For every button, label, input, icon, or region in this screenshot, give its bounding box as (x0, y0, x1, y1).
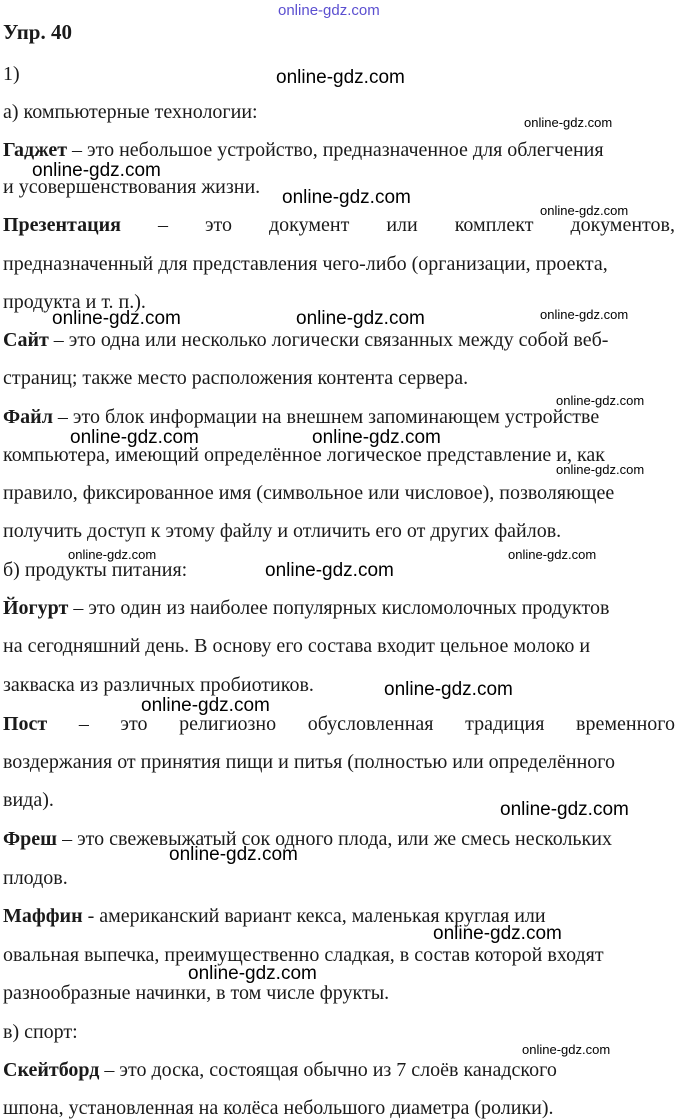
definition-fresh: Фреш – это свежевыжатый сок одного плода, или же смесь нескольких (3, 828, 612, 850)
watermark: online-gdz.com (508, 547, 597, 562)
definition-presentation-cont: продукта и т. п.). (3, 291, 146, 313)
watermark: online-gdz.com (556, 462, 645, 477)
watermark: online-gdz.com (52, 308, 181, 329)
definition-gadget: Гаджет – это небольшое устройство, предназначенное для облегчения (3, 139, 604, 161)
definition-gadget-cont: и усовершенствования жизни. (3, 176, 261, 198)
definition-muffin-cont: овальная выпечка, преимущественно сладкая, в состав которой входят (3, 944, 604, 966)
watermark: online-gdz.com (141, 695, 270, 716)
definition-muffin: Маффин - американский вариант кекса, маленькая круглая или (3, 905, 546, 927)
watermark: online-gdz.com (296, 308, 425, 329)
definition-fast-cont: воздержания от принятия пищи и питья (полностью или определённого (3, 751, 615, 773)
definition-fast: Пост – это религиозно обусловленная традиция временного (3, 713, 675, 735)
watermark: online-gdz.com (312, 427, 441, 448)
watermark: online-gdz.com (540, 203, 629, 218)
definition-fresh-cont: плодов. (3, 867, 68, 889)
section-heading-sport: в) спорт: (3, 1021, 78, 1043)
definition-fast-cont: вида). (3, 789, 54, 811)
watermark: online-gdz.com (278, 2, 380, 19)
definition-yogurt-cont: на сегодняшний день. В основу его состава входит цельное молоко и (3, 635, 591, 657)
definition-file-cont: получить доступ к этому файлу и отличить его от других файлов. (3, 520, 562, 542)
term-fresh: Фреш (3, 828, 58, 850)
definition-skateboard-cont: шпона, установленная на колёса небольшого диаметра (ролики). (3, 1097, 554, 1119)
watermark: online-gdz.com (68, 547, 157, 562)
watermark: online-gdz.com (70, 427, 199, 448)
definition-file-cont: правило, фиксированное имя (символьное или числовое), позволяющее (3, 482, 615, 504)
section-heading-food: б) продукты питания: (3, 559, 188, 581)
watermark: online-gdz.com (265, 560, 394, 581)
term-file: Файл (3, 406, 53, 428)
watermark: online-gdz.com (540, 307, 629, 322)
watermark: online-gdz.com (500, 799, 629, 820)
watermark: online-gdz.com (522, 1042, 611, 1057)
term-yogurt: Йогурт (3, 597, 69, 619)
term-site: Сайт (3, 329, 49, 351)
watermark: online-gdz.com (282, 187, 411, 208)
definition-presentation-cont: предназначенный для представления чего-либо (организации, проекта, (3, 253, 608, 275)
term-gadget: Гаджет (3, 139, 68, 161)
definition-yogurt-cont: закваска из различных пробиотиков. (3, 674, 314, 696)
watermark: online-gdz.com (433, 923, 562, 944)
watermark: online-gdz.com (524, 115, 613, 130)
definition-yogurt: Йогурт – это один из наиболее популярных кисломолочных продуктов (3, 597, 610, 619)
term-skateboard: Скейтборд (3, 1059, 100, 1081)
definition-site-cont: страниц; также место расположения контента сервера. (3, 367, 469, 389)
watermark: online-gdz.com (188, 963, 317, 984)
term-presentation: Презентация (3, 214, 121, 236)
exercise-title: Упр. 40 (3, 20, 72, 44)
term-muffin: Маффин (3, 905, 83, 927)
definition-skateboard: Скейтборд – это доска, состоящая обычно из 7 слоёв канадского (3, 1059, 557, 1081)
watermark: online-gdz.com (276, 67, 405, 88)
section-heading-computers: а) компьютерные технологии: (3, 101, 258, 123)
definition-file-cont: компьютера, имеющий определённое логическое представление и, как (3, 444, 605, 466)
watermark: online-gdz.com (384, 679, 513, 700)
part-number: 1) (3, 63, 20, 85)
definition-muffin-cont: разнообразные начинки, в том числе фрукты. (3, 982, 390, 1004)
definition-presentation: Презентация – это документ или комплект документов, (3, 214, 675, 236)
watermark: online-gdz.com (32, 160, 161, 181)
term-fast: Пост (3, 713, 48, 735)
watermark: online-gdz.com (556, 393, 645, 408)
definition-site: Сайт – это одна или несколько логически связанных между собой веб- (3, 329, 609, 351)
watermark: online-gdz.com (169, 844, 298, 865)
definition-file: Файл – это блок информации на внешнем запоминающем устройстве (3, 406, 600, 428)
